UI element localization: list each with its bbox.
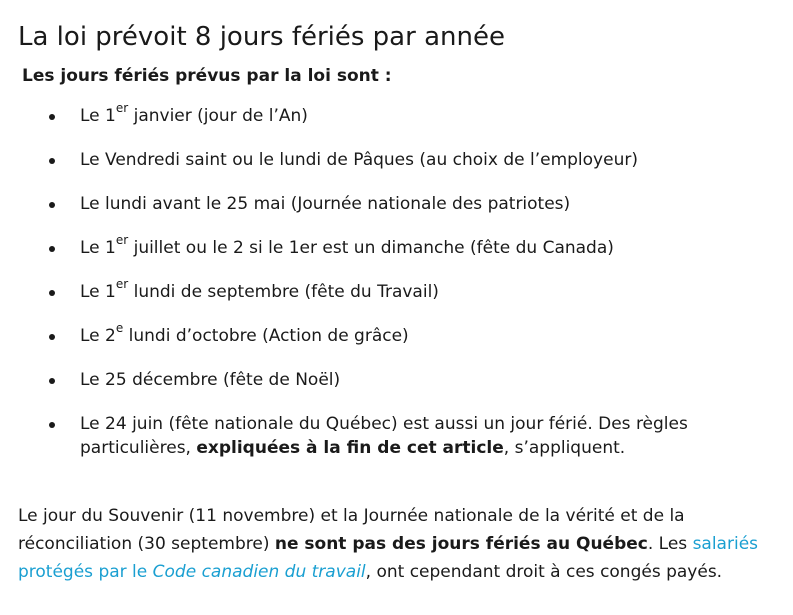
list-item: Le Vendredi saint ou le lundi de Pâques (au choix de l’employeur) [18, 148, 720, 172]
list-item: Le 1er lundi de septembre (fête du Travail) [18, 280, 720, 304]
emphasis-text: expliquées à la fin de cet article [196, 438, 504, 458]
list-item: Le 25 décembre (fête de Noël) [18, 368, 720, 392]
footer-paragraph: Le jour du Souvenir (11 novembre) et la Journée nationale de la vérité et de la réconciliation (30 septembre) ne sont pas des jours fériés au Québec. Les salariés protégés par le Code canadien du travail, ont cependant droit à ces congés payés. [18, 506, 759, 582]
federal-code-link[interactable]: salariés protégés par le Code canadien du travail [18, 534, 759, 582]
holidays-list [18, 101, 793, 460]
bullet-icon [49, 378, 55, 384]
list-item: Le 24 juin (fête nationale du Québec) est aussi un jour férié. Des règles particulières, expliquées à la fin de cet article, s’appliquent. [18, 412, 720, 460]
bullet-icon [49, 158, 55, 164]
holidays-intro: Les jours fériés prévus par la loi sont : [22, 66, 392, 86]
list-item: Le 1er juillet ou le 2 si le 1er est un dimanche (fête du Canada) [18, 236, 720, 260]
page-title: La loi prévoit 8 jours fériés par année [18, 22, 505, 52]
bullet-icon [49, 202, 55, 208]
bullet-icon [49, 422, 55, 428]
list-item: Le lundi avant le 25 mai (Journée nationale des patriotes) [18, 192, 720, 216]
bullet-icon [49, 334, 55, 340]
emphasis-text: ne sont pas des jours fériés au Québec [274, 534, 648, 554]
bullet-icon [49, 246, 55, 252]
bullet-icon [49, 114, 55, 120]
list-item: Le 1er janvier (jour de l’An) [18, 104, 720, 128]
bullet-icon [49, 290, 55, 296]
list-item: Le 2e lundi d’octobre (Action de grâce) [18, 324, 720, 348]
